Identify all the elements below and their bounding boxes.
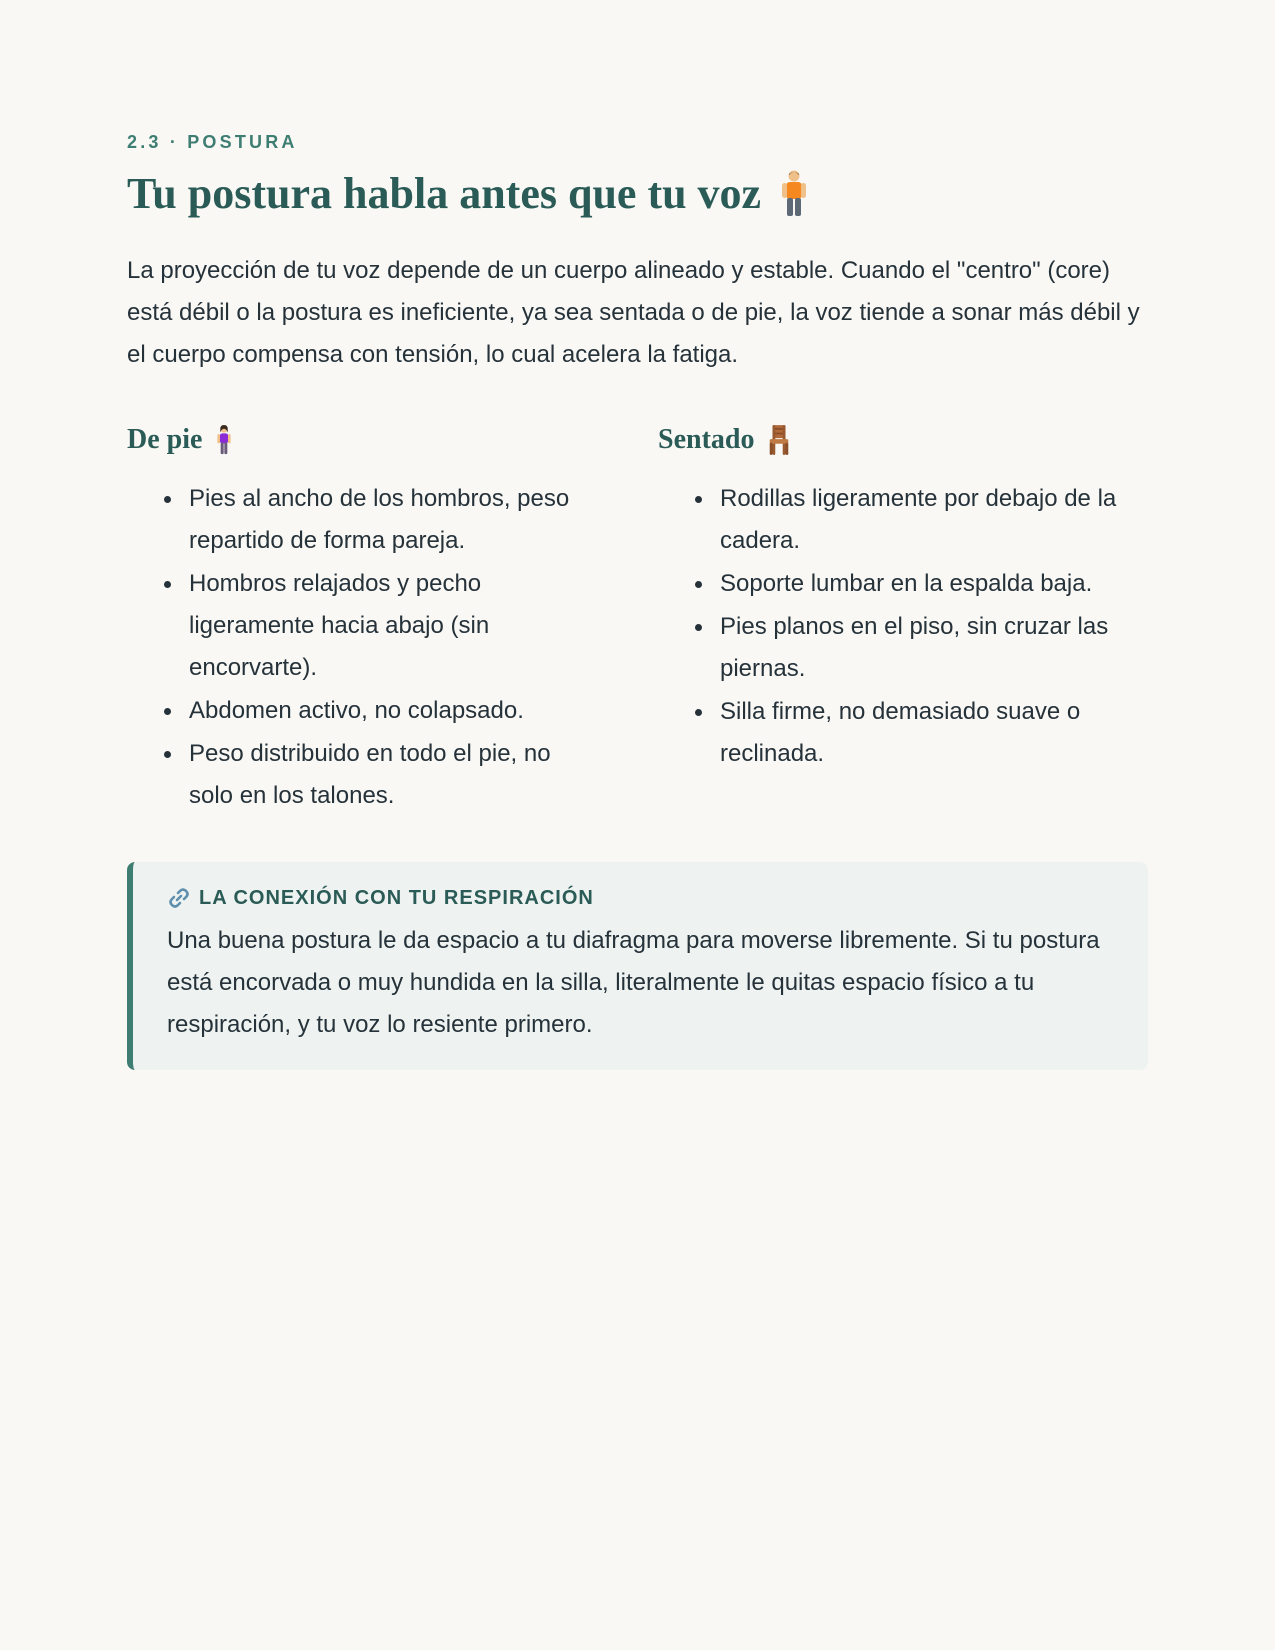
list-item: Silla firme, no demasiado suave o reclinada. xyxy=(658,691,1148,775)
list-item: Hombros relajados y pecho ligeramente hacia abajo (sin encorvarte). xyxy=(127,563,597,689)
list-item: Abdomen activo, no colapsado. xyxy=(127,690,597,732)
woman-standing-icon xyxy=(214,424,234,456)
callout-title xyxy=(167,884,1114,912)
column-standing-title-text: De pie xyxy=(127,424,203,455)
column-sitting xyxy=(658,420,1148,818)
standing-list xyxy=(127,478,597,817)
list-item: Soporte lumbar en la espalda baja. xyxy=(658,563,1148,605)
column-standing-title xyxy=(127,420,597,460)
column-standing xyxy=(127,420,597,818)
callout-text: Una buena postura le da espacio a tu diafragma para moverse libremente. Si tu postura está encorvada o muy hundida en la silla, literalmente le quitas espacio físico a tu respiración, y tu voz lo resiente primero. xyxy=(167,927,1100,1038)
page-title xyxy=(127,166,1148,222)
list-item: Rodillas ligeramente por debajo de la cadera. xyxy=(658,478,1148,562)
chair-icon xyxy=(766,424,792,456)
list-item: Pies planos en el piso, sin cruzar las piernas. xyxy=(658,606,1148,690)
column-sitting-title xyxy=(658,420,1148,460)
page-title-text: Tu postura habla antes que tu voz xyxy=(127,169,762,218)
breathing-callout xyxy=(127,862,1148,1070)
posture-columns xyxy=(127,420,1148,818)
section-eyebrow: 2.3 · POSTURA xyxy=(127,132,298,152)
link-icon xyxy=(167,886,191,910)
intro-paragraph: La proyección de tu voz depende de un cuerpo alineado y estable. Cuando el "centro" (core) está débil o la postura es ineficiente, ya sea sentada o de pie, la voz tiende a sonar más débil y el cuerpo compensa con tensión, lo cual acelera la fatiga. xyxy=(127,257,1140,368)
callout-title-text: LA CONEXIÓN CON TU RESPIRACIÓN xyxy=(199,887,594,909)
list-item: Pies al ancho de los hombros, peso repartido de forma pareja. xyxy=(127,478,597,562)
sitting-list xyxy=(658,478,1148,775)
column-sitting-title-text: Sentado xyxy=(658,424,755,455)
person-standing-icon xyxy=(777,170,811,218)
list-item: Peso distribuido en todo el pie, no solo en los talones. xyxy=(127,733,597,817)
